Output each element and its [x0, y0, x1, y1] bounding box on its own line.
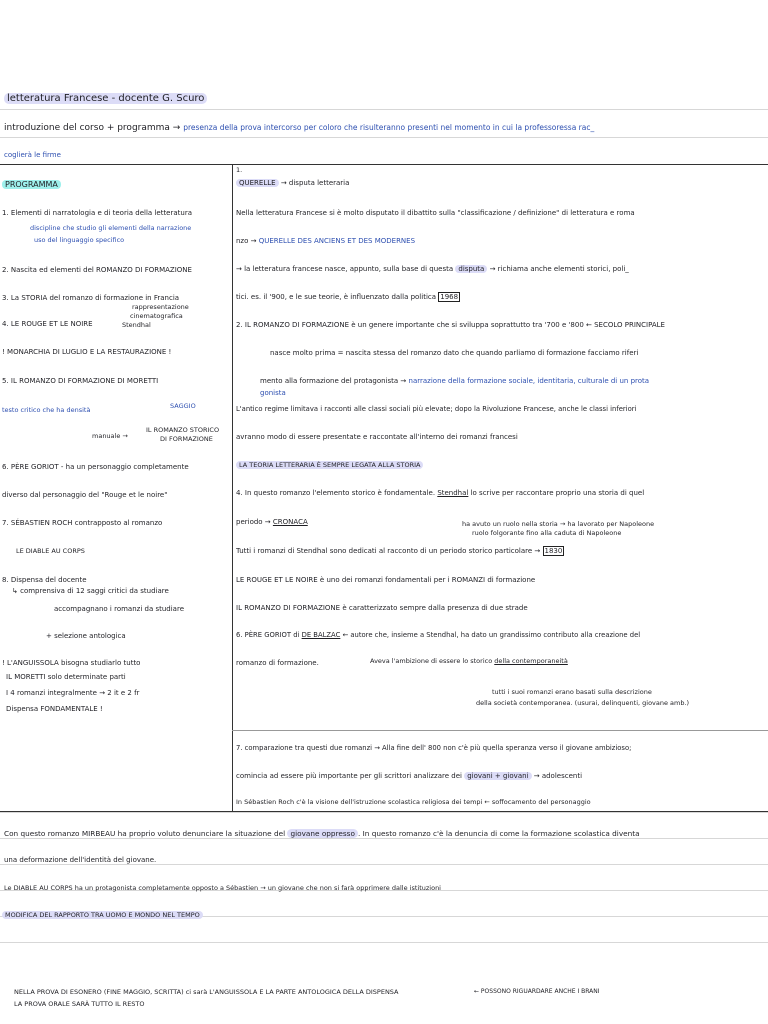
item8-b: accompagnano i romanzi da studiare: [54, 605, 184, 613]
para-3c: mento alla formazione del protagonista → narrazione della formazione sociale, identitaria, culturale di un prota: [260, 377, 650, 385]
section-divider: [232, 730, 768, 731]
manuale-note-2: DI FORMAZIONE: [160, 435, 213, 443]
para-8b: romanzo di formazione.: [236, 659, 319, 667]
para-3b: nasce molto prima = nascita stessa del romanzo dato che quando parliamo di formazione facciamo riferi: [270, 349, 639, 357]
teoria-heading: LA TEORIA LETTERARIA È SEMPRE LEGATA ALLA STORIA: [236, 461, 423, 469]
para-2b: tici. es. il '900, e le sue teorie, è influenzato dalla politica 1968: [236, 293, 459, 301]
para-7: IL ROMANZO DI FORMAZIONE è caratterizzato sempre dalla presenza di due strade: [236, 604, 528, 612]
intro-line: introduzione del corso + programma → presenza della prova intercorso per coloro che risulteranno presenti nel momento in cui la professoressa rac_: [4, 123, 595, 133]
program-item-7: 7. SÉBASTIEN ROCH contrapposto al romanzo: [2, 519, 163, 527]
program-item-6b: diverso dal personaggio del "Rouge et le noire": [2, 491, 168, 499]
footer-note: ← POSSONO RIGUARDARE ANCHE I BRANI: [474, 988, 600, 995]
table-divider: [232, 164, 233, 812]
item3-note-2: cinematografica: [130, 312, 183, 320]
item8-c: + selezione antologica: [46, 632, 126, 640]
para-8d: della società contemporanea. (usurai, delinquenti, giovane amb.): [476, 699, 690, 707]
program-item-4: 4. LE ROUGE ET LE NOIRE: [2, 320, 93, 328]
footer-line-2: LA PROVA ORALE SARÀ TUTTO IL RESTO: [14, 1000, 145, 1008]
para-5c: Tutti i romanzi di Stendhal sono dedicati al racconto di un periodo storico particolare → 1830: [236, 547, 563, 555]
num-1: 1.: [236, 166, 243, 174]
manuale-label: manuale →: [92, 432, 128, 440]
program-item-3: 3. La STORIA del romanzo di formazione in Francia: [2, 294, 180, 302]
bottom-heading: MODIFICA DEL RAPPORTO TRA UOMO E MONDO NEL TEMPO: [2, 911, 203, 919]
para-5-note-1: ha avuto un ruolo nella storia → ha lavorato per Napoleone: [462, 520, 655, 528]
para-3d: gonista: [260, 389, 286, 397]
para-6: LE ROUGE ET LE NOIRE è uno dei romanzi fondamentali per i ROMANZI di formazione: [236, 576, 536, 584]
item1-note-1: discipline che studio gli elementi della narrazione: [30, 224, 192, 232]
para-8b-note: Aveva l'ambizione di essere lo storico della contemporaneità: [370, 657, 568, 665]
para-9b: comincia ad essere più importante per gli scrittori analizzare dei giovani + giovani → adolescenti: [236, 772, 583, 780]
bottom-line-3: Le DIABLE AU CORPS ha un protagonista completamente opposto a Sébastien → un giovane che non si farà opprimere dalle istituzioni: [4, 884, 441, 892]
moretti-parti: IL MORETTI solo determinate parti: [6, 673, 126, 681]
bottom-line-1: Con questo romanzo MIRBEAU ha proprio voluto denunciare la situazione del giovane oppresso . In questo romanzo c'è la denuncia di come la formazione scolastica diventa: [4, 829, 640, 838]
dispensa-fondamentale: Dispensa FONDAMENTALE !: [6, 705, 103, 713]
para-8c: tutti i suoi romanzi erano basati sulla descrizione: [492, 688, 652, 696]
program-item-6a: 6. PÈRE GORIOT - ha un personaggio completamente: [2, 463, 189, 471]
para-2a: → la letteratura francese nasce, appunto, sulla base di questa disputa → richiama anche elementi storici, poli_: [236, 265, 629, 273]
para-3a: 2. IL ROMANZO DI FORMAZIONE è un genere importante che si sviluppa soprattutto tra '700 e '800 ← SECOLO PRINCIPALE: [236, 321, 665, 329]
item3-note-1: rappresentazione: [132, 303, 189, 311]
programma-heading: PROGRAMMA: [2, 179, 61, 191]
para-5a: 4. In questo romanzo l'elemento storico è fondamentale. Stendhal lo scrive per raccontare proprio una storia di quel: [236, 489, 645, 497]
para-5b: periodo → CRONACA: [236, 518, 308, 526]
item5-note: testo critico che ha densità: [2, 406, 91, 414]
program-item-5: 5. IL ROMANZO DI FORMAZIONE DI MORETTI: [2, 377, 159, 385]
item7-note: LE DIABLE AU CORPS: [16, 547, 85, 555]
program-item-8: 8. Dispensa del docente: [2, 576, 87, 584]
para-9a: 7. comparazione tra questi due romanzi → Alla fine dell' 800 non c'è più quella speranza verso il giovane ambizioso;: [236, 744, 632, 752]
querelle-line: QUERELLE → disputa letteraria: [236, 179, 349, 188]
intro-continuation: coglierà le firme: [4, 151, 61, 159]
program-item-2: 2. Nascita ed elementi del ROMANZO DI FORMAZIONE: [2, 266, 192, 274]
monarchia-note: ! MONARCHIA DI LUGLIO E LA RESTAURAZIONE !: [2, 348, 172, 356]
item1-note-2: uso del linguaggio specifico: [34, 236, 125, 244]
para-8a: 6. PÈRE GORIOT di DE BALZAC ← autore che, insieme a Stendhal, ha dato un grandissimo contributo alla creazione del: [236, 631, 641, 639]
para-4b: avranno modo di essere presentate e raccontate all'interno dei romanzi francesi: [236, 433, 518, 441]
table-bottom-line: [0, 811, 768, 812]
page-title: letteratura Francese - docente G. Scuro: [4, 93, 207, 105]
footer-line-1: NELLA PROVA DI ESONERO (FINE MAGGIO, SCRITTA) ci sarà L'ANGUISSOLA E LA PARTE ANTOLOGICA DELLA DISPENSA: [14, 988, 399, 996]
anguissola-note: ! L'ANGUISSOLA bisogna studiarlo tutto: [2, 659, 141, 667]
para-9c: In Sébastien Roch c'è la visione dell'istruzione scolastica religiosa dei tempi ← soffocamento del personaggio: [236, 798, 591, 806]
item3-note-3: Stendhal: [122, 321, 151, 329]
para-4a: L'antico regime limitava i racconti alle classi sociali più elevate; dopo la Rivoluzione Francese, anche le classi inferiori: [236, 405, 637, 413]
para-5-note-2: ruolo folgorante fino alla caduta di Napoleone: [472, 529, 622, 537]
para-1a: Nella letteratura Francese si è molto disputato il dibattito sulla "classificazione / definizione" di letteratura e roma: [236, 209, 635, 217]
para-1b: nzo → QUERELLE DES ANCIENS ET DES MODERNES: [236, 237, 416, 245]
program-item-1: 1. Elementi di narratologia e di teoria della letteratura: [2, 209, 193, 217]
bottom-line-2: una deformazione dell'identità del giovane.: [4, 856, 157, 864]
table-top-line: [0, 164, 768, 165]
romanzi-integrali: I 4 romanzi integralmente → 2 it e 2 fr: [6, 689, 140, 697]
saggio-label: SAGGIO: [170, 402, 196, 410]
item8-a: ↳ comprensiva di 12 saggi critici da studiare: [12, 587, 169, 595]
manuale-note-1: IL ROMANZO STORICO: [146, 426, 220, 434]
